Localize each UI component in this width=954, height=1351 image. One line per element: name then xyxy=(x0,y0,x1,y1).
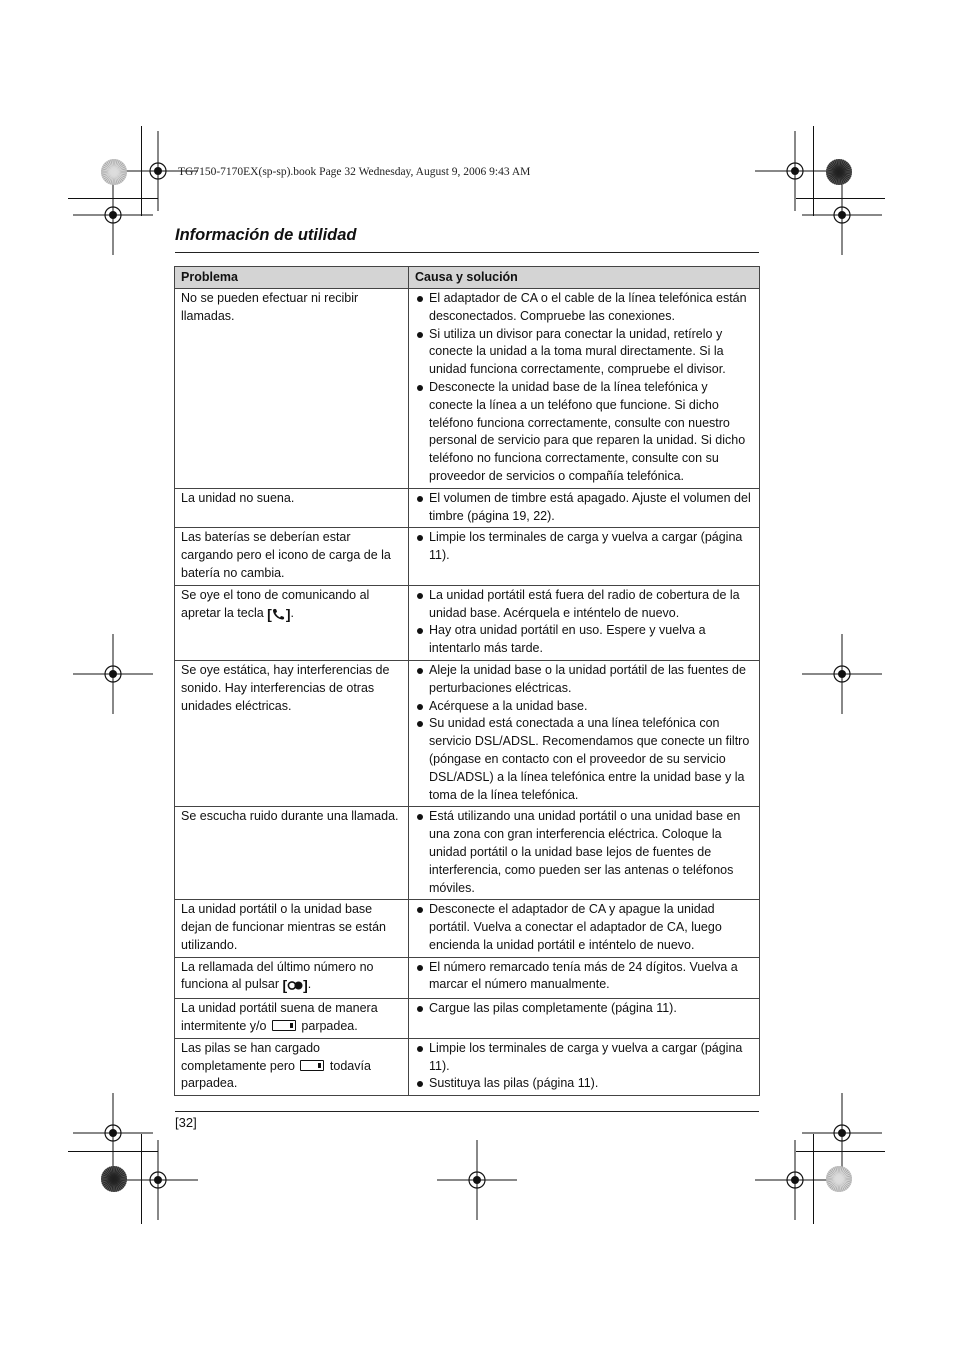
phone-handset-icon: [ ] xyxy=(267,605,291,622)
problem-cell: La unidad no suena. xyxy=(175,488,409,528)
table-row xyxy=(175,900,760,957)
cause-item: Limpie los terminales de carga y vuelva a cargar (página 11). xyxy=(415,529,753,565)
cause-item: Aleje la unidad base o la unidad portátil de las fuentes de perturbaciones eléctricas. xyxy=(415,662,753,698)
problem-cell: Las baterías se deberían estar cargando pero el icono de carga de la batería no cambia. xyxy=(175,528,409,585)
crosshair-mark-icon xyxy=(118,1140,198,1220)
print-header: TG7150-7170EX(sp-sp).book Page 32 Wednesday, August 9, 2006 9:43 AM xyxy=(178,166,531,178)
crosshair-mark-icon xyxy=(802,175,882,255)
table-row xyxy=(175,528,760,585)
section-title: Información de utilidad xyxy=(175,226,357,244)
cause-cell xyxy=(409,660,760,806)
table-row xyxy=(175,585,760,660)
header-cause-solution: Causa y solución xyxy=(409,267,760,289)
problem-cell xyxy=(175,585,409,660)
cause-cell xyxy=(409,957,760,999)
problem-cell: No se pueden efectuar ni recibir llamadas. xyxy=(175,289,409,489)
cause-item: Limpie los terminales de carga y vuelva a cargar (página 11). xyxy=(415,1040,753,1076)
table-header-row xyxy=(175,267,760,289)
cause-item: Cargue las pilas completamente (página 11). xyxy=(415,1000,753,1018)
title-rule xyxy=(175,252,759,253)
registration-rosette-icon xyxy=(100,158,128,186)
cause-item: Su unidad está conectada a una línea telefónica con servicio DSL/ADSL. Recomendamos que conecte un filtro (póngase en contacto con el proveedor de su servicio DSL/ADSL) a la línea telefónica entre la unidad base y la toma de la línea telefónica. xyxy=(415,715,753,804)
cause-cell xyxy=(409,488,760,528)
cause-item: Está utilizando una unidad portátil o una unidad base en una zona con gran interferencia eléctrica. Coloque la unidad portátil o la unidad base lejos de fuentes de interferencia, como pueden ser las antenas o teléfonos móviles. xyxy=(415,808,753,897)
table-row xyxy=(175,289,760,489)
battery-icon xyxy=(300,1060,324,1071)
problem-text: La rellamada del último número no funciona al pulsar xyxy=(181,959,374,992)
problem-cell xyxy=(175,1038,409,1095)
cause-item: La unidad portátil está fuera del radio de cobertura de la unidad base. Acérquela e inténtelo de nuevo. xyxy=(415,587,753,623)
battery-icon xyxy=(272,1020,296,1031)
cause-cell xyxy=(409,585,760,660)
problem-cell xyxy=(175,957,409,999)
footer-rule xyxy=(175,1111,759,1112)
crosshair-mark-icon xyxy=(73,634,153,714)
problem-cell: Se escucha ruido durante una llamada. xyxy=(175,807,409,900)
cause-cell xyxy=(409,1038,760,1095)
cause-cell xyxy=(409,807,760,900)
table-row xyxy=(175,488,760,528)
registration-rosette-icon xyxy=(825,1165,853,1193)
troubleshooting-table xyxy=(174,266,760,1096)
table-row xyxy=(175,1038,760,1095)
problem-text-end: . xyxy=(290,605,294,620)
redial-icon: [ ] xyxy=(282,977,308,994)
cause-cell xyxy=(409,900,760,957)
table-row xyxy=(175,957,760,999)
cause-item: Si utiliza un divisor para conectar la unidad, retírelo y conecte la unidad a la toma mural directamente. Si la unidad funciona correctamente, compruebe el divisor. xyxy=(415,326,753,379)
crosshair-mark-icon xyxy=(73,175,153,255)
problem-text-end: todavía parpadea. xyxy=(181,1058,371,1091)
problem-cell: Se oye estática, hay interferencias de sonido. Hay interferencias de otras unidades eléctricas. xyxy=(175,660,409,806)
problem-text: Las pilas se han cargado completamente pero xyxy=(181,1040,320,1073)
crosshair-mark-icon xyxy=(755,1140,835,1220)
problem-text-end: parpadea. xyxy=(297,1019,358,1034)
table-row xyxy=(175,807,760,900)
cause-cell xyxy=(409,289,760,489)
registration-rosette-icon xyxy=(100,1165,128,1193)
table-row xyxy=(175,660,760,806)
header-problem: Problema xyxy=(175,267,409,289)
cause-item: Acérquese a la unidad base. xyxy=(415,698,753,716)
table-row xyxy=(175,999,760,1039)
problem-cell xyxy=(175,999,409,1039)
cause-cell xyxy=(409,999,760,1039)
registration-rosette-icon xyxy=(825,158,853,186)
problem-text: La unidad portátil suena de manera intermitente y/o xyxy=(181,1001,378,1034)
cause-item: Desconecte la unidad base de la línea telefónica y conecte la línea a un teléfono que funcione. Si dicho teléfono funciona correctamente, consulte con nuestro personal de servicio para que reparen la unidad. Si dicho teléfono no funciona correctamente, consulte con su proveedor de servicios o compañía telefónica. xyxy=(415,379,753,486)
problem-cell: La unidad portátil o la unidad base dejan de funcionar mientras se están utilizando. xyxy=(175,900,409,957)
cause-cell xyxy=(409,528,760,585)
crosshair-mark-icon xyxy=(437,1140,517,1220)
cause-item: El volumen de timbre está apagado. Ajuste el volumen del timbre (página 19, 22). xyxy=(415,490,753,526)
crosshair-mark-icon xyxy=(802,634,882,714)
cause-item: Sustituya las pilas (página 11). xyxy=(415,1075,753,1093)
cause-item: Desconecte el adaptador de CA y apague la unidad portátil. Vuelva a conectar el adaptador de CA, luego encienda la unidad portátil e inténtelo de nuevo. xyxy=(415,901,753,954)
problem-text-end: . xyxy=(307,977,312,992)
cause-item: Hay otra unidad portátil en uso. Espere y vuelva a intentarlo más tarde. xyxy=(415,622,753,658)
problem-text: Se oye el tono de comunicando al apretar la tecla xyxy=(181,587,370,620)
cause-item: El número remarcado tenía más de 24 dígitos. Vuelva a marcar el número manualmente. xyxy=(415,959,753,995)
page-number: [32] xyxy=(175,1115,197,1130)
cause-item: El adaptador de CA o el cable de la línea telefónica están desconectados. Compruebe las conexiones. xyxy=(415,290,753,326)
